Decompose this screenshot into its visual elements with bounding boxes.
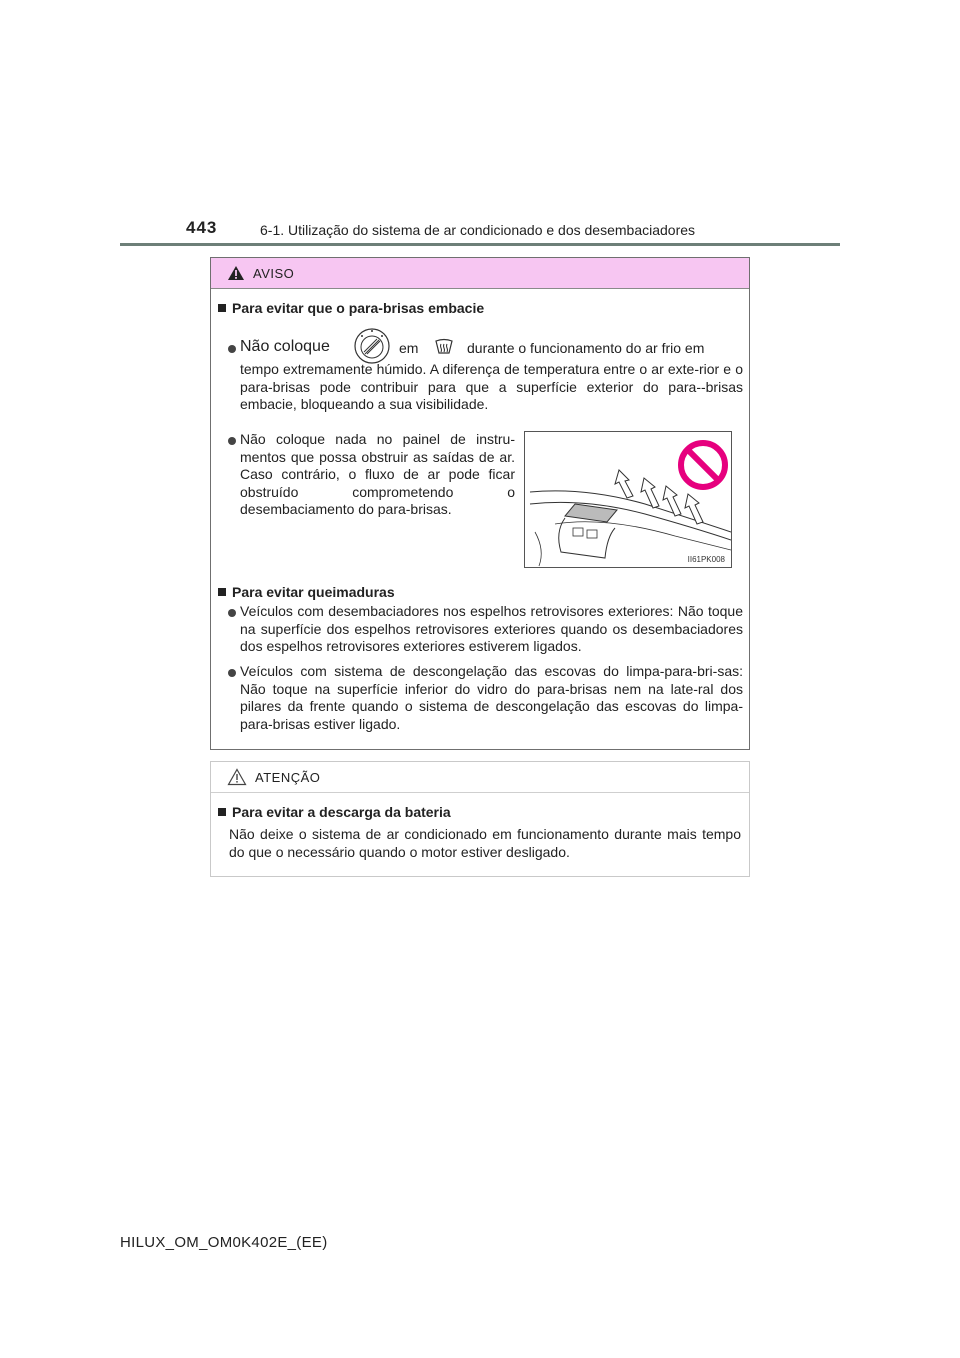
bullet1-rest-line1: durante o funcionamento do ar frio em xyxy=(467,340,705,356)
caution-text: Não deixe o sistema de ar condicionado em funcionamento durante mais tempo do que o necessário quando o motor estiver desligado. xyxy=(229,826,741,860)
caution-label: ATENÇÃO xyxy=(255,769,321,785)
page-number: 443 xyxy=(186,218,218,237)
caution-subsection-title xyxy=(218,804,451,820)
dashboard-vents-drawing xyxy=(525,432,731,567)
caution-triangle-icon xyxy=(227,768,247,786)
subsection-title-burns xyxy=(218,584,395,600)
burns-bullet2: Veículos com sistema de descongelação das escovas do limpa-para-bri-sas: Não toque na superfície inferior do vidro do para-brisas nem na late-ral dos pilares da frente quando o sistema de descongelação das escovas do limpa-para-brisas estiver ligado. xyxy=(240,663,743,732)
square-bullet-icon xyxy=(218,808,226,816)
dashboard-illustration xyxy=(524,431,732,568)
square-bullet-icon xyxy=(218,588,226,596)
bullet1-mid: em xyxy=(399,340,419,356)
warning-box xyxy=(210,257,750,750)
warning-triangle-icon xyxy=(227,265,245,281)
subsection-title-text: Para evitar a descarga da bateria xyxy=(232,804,451,820)
caution-box xyxy=(210,761,750,877)
temperature-dial-icon xyxy=(353,327,391,365)
header-rule xyxy=(120,243,840,246)
windshield-defroster-icon xyxy=(433,337,455,359)
section-title: 6-1. Utilização do sistema de ar condicionado e dos desembaciadores xyxy=(260,222,696,238)
square-bullet-icon xyxy=(218,304,226,312)
burns-bullet1: Veículos com desembaciadores nos espelhos retrovisores exteriores: Não toque na superfície dos espelhos retrovisores exteriores quando os desembaciadores dos espelhos retrovisores exteriores estiverem ligados. xyxy=(240,603,743,654)
subsection-title-fogging xyxy=(218,300,484,316)
figure-code: II61PK008 xyxy=(687,555,725,564)
bullet2-text: Não coloque nada no painel de instru-mentos que possa obstruir as saídas de ar. Caso contrário, o fluxo de ar pode ficar obstruído comprometendo o desembaciamento do para-brisas. xyxy=(240,431,515,517)
subsection-title-text: Para evitar que o para-brisas embacie xyxy=(232,300,485,316)
caution-header xyxy=(211,762,749,793)
bullet-dot-icon xyxy=(228,437,236,445)
warning-header xyxy=(211,258,749,289)
footer-code: HILUX_OM_OM0K402E_(EE) xyxy=(120,1234,328,1251)
prohibition-icon xyxy=(681,443,725,487)
warning-label: AVISO xyxy=(253,265,295,281)
bullet-dot-icon xyxy=(228,345,236,353)
bullet1-rest: tempo extremamente húmido. A diferença de temperatura entre o ar exte-rior e o para-brisas pode contribuir para que a superfície exterior do para--brisas embacie, bloqueando a sua visibilidade. xyxy=(240,361,743,412)
bullet1-lead: Não coloque xyxy=(240,338,330,355)
subsection-title-text: Para evitar queimaduras xyxy=(232,584,395,600)
bullet-dot-icon xyxy=(228,609,236,617)
bullet-dot-icon xyxy=(228,669,236,677)
